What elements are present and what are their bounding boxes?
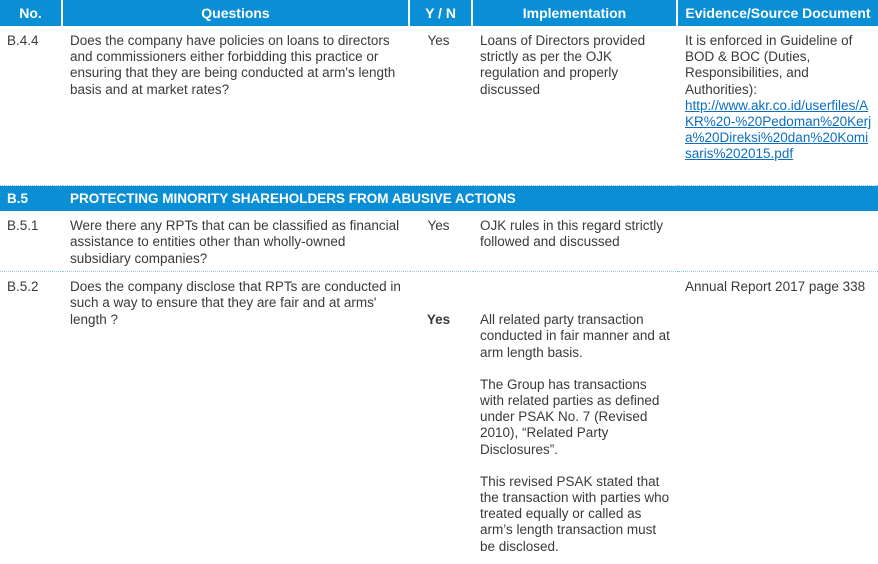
header-implementation: Implementation <box>473 0 678 26</box>
row-question: Does the company have policies on loans to directors and commissioners either forbidding this practice or ensuring that they are being conducted at arm's length basis and at market rates? <box>63 26 410 186</box>
row-yn: Yes <box>410 211 473 272</box>
header-yn: Y / N <box>410 0 473 26</box>
table-row <box>0 272 878 559</box>
row-implementation: OJK rules in this regard strictly followed and discussed <box>473 211 678 272</box>
row-implementation <box>473 272 678 559</box>
yn-value: Yes <box>426 312 451 328</box>
row-evidence <box>678 26 878 186</box>
row-implementation: Loans of Directors provided strictly as per the OJK regulation and properly discussed <box>473 26 678 186</box>
row-question: Does the company disclose that RPTs are conducted in such a way to ensure that they are fair and at arms' length ? <box>70 279 401 327</box>
row-evidence <box>678 211 878 272</box>
implementation-paragraph: The Group has transactions with related parties as defined under PSAK No. 7 (Revised 2010), “Related Party Disclosures”. <box>480 376 660 457</box>
section-title: PROTECTING MINORITY SHAREHOLDERS FROM ABUSIVE ACTIONS <box>63 186 878 211</box>
section-header-row <box>0 186 878 211</box>
row-question: Were there any RPTs that can be classified as financial assistance to entities other than wholly-owned subsidiary companies? <box>63 211 410 272</box>
table-header-row <box>0 0 878 26</box>
row-evidence: Annual Report 2017 page 338 <box>685 279 866 295</box>
row-yn: Yes <box>410 26 473 186</box>
evidence-text: It is enforced in Guideline of BOD & BOC (Duties, Responsibilities, and Authorities): <box>685 33 853 97</box>
row-no: B.5.2 <box>7 279 39 295</box>
implementation-paragraph: All related party transaction conducted in fair manner and at arm length basis. <box>480 312 670 360</box>
section-no: B.5 <box>0 186 63 211</box>
header-questions: Questions <box>63 0 410 26</box>
row-no: B.4.4 <box>0 26 63 186</box>
implementation-paragraph: This revised PSAK stated that the transaction with parties who treated equally or called as arm’s length transaction must be disclosed. <box>480 473 670 554</box>
header-no: No. <box>0 0 63 26</box>
table-row <box>0 26 878 186</box>
row-yn <box>410 272 473 559</box>
row-no: B.5.1 <box>0 211 63 272</box>
header-evidence: Evidence/Source Document <box>678 0 878 26</box>
evidence-link[interactable]: http://www.akr.co.id/userfiles/AKR%20-%20Pedoman%20Kerja%20Direksi%20dan%20Komisaris%202015.pdf <box>685 97 872 162</box>
table-row <box>0 211 878 272</box>
